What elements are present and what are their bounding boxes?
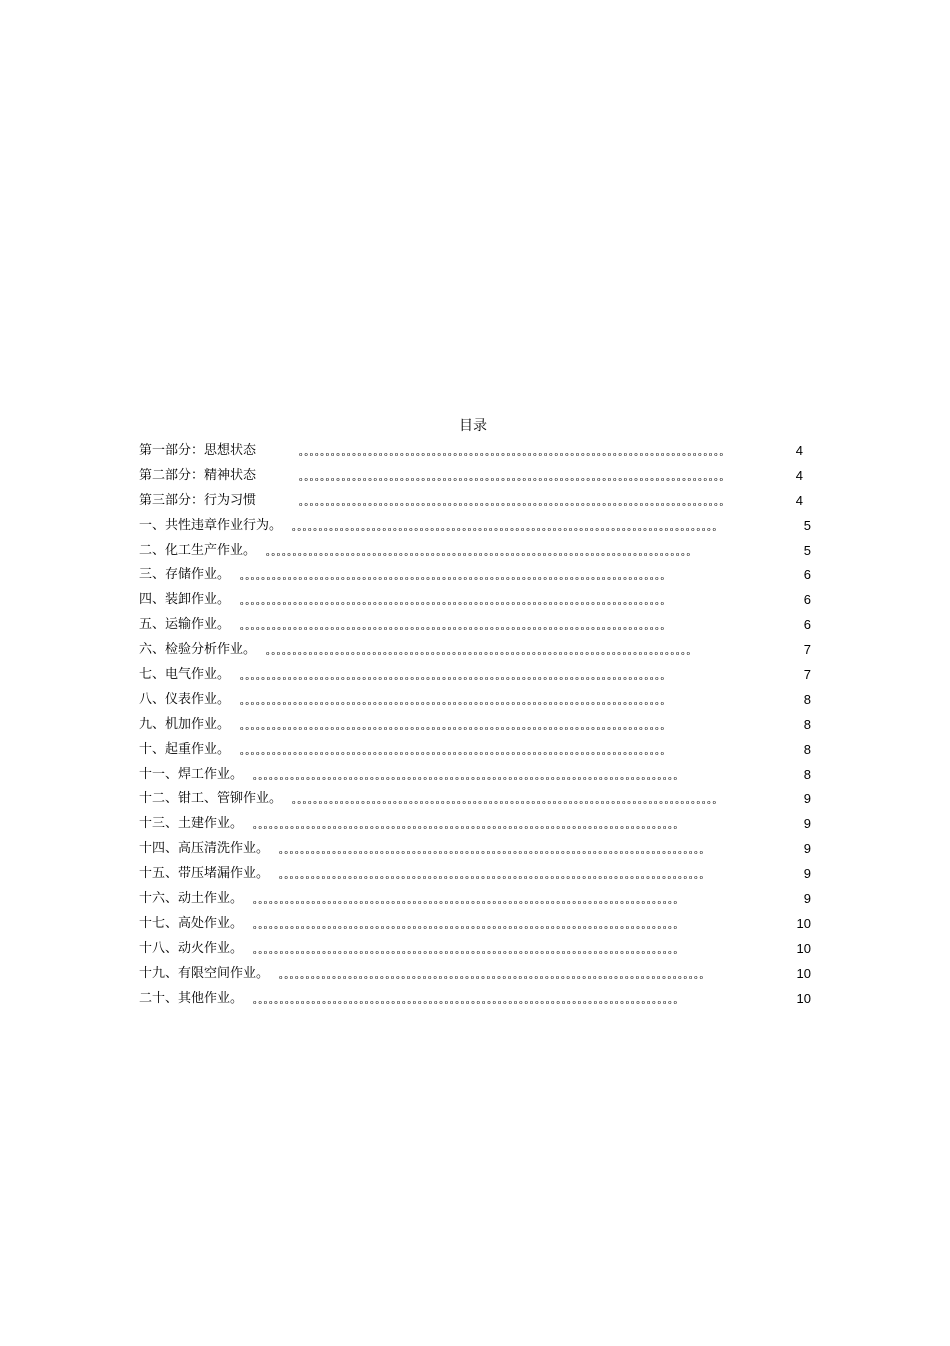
toc-entry-page: 7 <box>803 667 811 683</box>
toc-dot-leader <box>279 839 791 859</box>
toc-entry-label: 第一部分：思想状态 <box>139 443 257 458</box>
toc-entry-page: 8 <box>803 766 811 782</box>
toc-entry[interactable] <box>139 541 811 566</box>
toc-entry-page: 8 <box>803 691 811 707</box>
toc-entry-label: 十七、高处作业。 <box>139 915 244 931</box>
toc-entry[interactable] <box>139 690 811 715</box>
toc-entry-label: 六、检验分析作业。 <box>139 642 257 658</box>
toc-dot-leader <box>299 466 783 486</box>
toc-dot-leader <box>253 989 789 1009</box>
toc-dot-leader <box>299 441 783 461</box>
toc-entry-label: 七、电气作业。 <box>139 667 231 683</box>
toc-dot-leader <box>299 491 783 511</box>
toc-entry-page: 4 <box>795 443 803 458</box>
toc-entry-label: 五、运输作业。 <box>139 617 231 633</box>
toc-entry[interactable] <box>139 789 811 814</box>
toc-entry[interactable] <box>139 466 811 491</box>
toc-entry[interactable] <box>139 615 811 640</box>
toc-dot-leader <box>292 789 791 809</box>
toc-entry-page: 9 <box>803 791 811 807</box>
toc-entry-page: 6 <box>803 567 811 583</box>
toc-entry-label: 二十、其他作业。 <box>139 990 244 1006</box>
toc-dot-leader <box>253 765 791 785</box>
toc-entry-page: 6 <box>803 592 811 608</box>
toc-entry-page: 10 <box>796 990 811 1006</box>
toc-entry-page: 10 <box>796 940 811 956</box>
toc-entry[interactable] <box>139 740 811 765</box>
toc-entry-label: 十一、焊工作业。 <box>139 766 244 782</box>
toc-entry-page: 4 <box>795 492 803 508</box>
toc-entry[interactable] <box>139 939 811 964</box>
toc-entry-label: 八、仪表作业。 <box>139 691 231 707</box>
toc-dot-leader <box>292 516 791 536</box>
toc-entry[interactable] <box>139 914 811 939</box>
toc-entry-page: 10 <box>796 965 811 981</box>
toc-entry[interactable] <box>139 715 811 740</box>
toc-entry[interactable] <box>139 765 811 790</box>
toc-entry-label: 十、起重作业。 <box>139 741 231 757</box>
toc-dot-leader <box>279 864 791 884</box>
toc-title: 目录 <box>459 418 487 434</box>
toc-entry[interactable] <box>139 814 811 839</box>
toc-dot-leader <box>240 615 791 635</box>
toc-entry-label: 九、机加作业。 <box>139 716 231 732</box>
toc-entry[interactable] <box>139 590 811 615</box>
toc-entry-label: 十五、带压堵漏作业。 <box>139 866 270 882</box>
toc-entry-page: 9 <box>803 841 811 857</box>
toc-entry-label: 十九、有限空间作业。 <box>139 965 270 981</box>
toc-dot-leader <box>266 640 791 660</box>
toc-entry-page: 9 <box>803 816 811 832</box>
toc-entry-label: 四、装卸作业。 <box>139 592 231 608</box>
toc-entry[interactable] <box>139 989 811 1014</box>
toc-dot-leader <box>253 939 789 959</box>
toc-entry-label: 十四、高压清洗作业。 <box>139 841 270 857</box>
toc-entry[interactable] <box>139 665 811 690</box>
toc-entry[interactable] <box>139 864 811 889</box>
toc-entry-label: 十六、动土作业。 <box>139 891 244 907</box>
toc-entry-page: 10 <box>796 915 811 931</box>
toc-entry-label: 十二、钳工、管铆作业。 <box>139 791 283 807</box>
toc-entry-page: 7 <box>803 642 811 658</box>
toc-entry-page: 9 <box>803 891 811 907</box>
toc-dot-leader <box>266 541 791 561</box>
toc-entry-label: 十八、动火作业。 <box>139 940 244 956</box>
toc-dot-leader <box>240 740 791 760</box>
toc-entry[interactable] <box>139 491 811 516</box>
toc-entry-page: 9 <box>803 866 811 882</box>
toc-entry[interactable] <box>139 640 811 665</box>
toc-entry[interactable] <box>139 839 811 864</box>
toc-entry-label: 十三、土建作业。 <box>139 816 244 832</box>
toc-entry-label: 一、共性违章作业行为。 <box>139 517 283 533</box>
toc-dot-leader <box>240 690 791 710</box>
toc-entry-label: 二、化工生产作业。 <box>139 542 257 558</box>
toc-dot-leader <box>253 914 789 934</box>
toc-entry[interactable] <box>139 889 811 914</box>
table-of-contents <box>139 441 811 1013</box>
toc-entry[interactable] <box>139 516 811 541</box>
toc-entry[interactable] <box>139 565 811 590</box>
toc-dot-leader <box>253 889 791 909</box>
toc-entry-page: 4 <box>795 467 803 483</box>
toc-entry-label: 第二部分：精神状态 <box>139 467 257 483</box>
toc-dot-leader <box>240 590 791 610</box>
toc-dot-leader <box>240 665 791 685</box>
toc-dot-leader <box>240 715 791 735</box>
toc-entry-label: 第三部分：行为习惯 <box>139 492 257 508</box>
toc-entry-page: 8 <box>803 716 811 732</box>
toc-dot-leader <box>253 814 791 834</box>
toc-entry[interactable] <box>139 441 811 466</box>
toc-entry-page: 8 <box>803 741 811 757</box>
toc-entry-page: 5 <box>803 517 811 533</box>
toc-dot-leader <box>240 565 791 585</box>
toc-entry-page: 5 <box>803 542 811 558</box>
toc-entry-page: 6 <box>803 617 811 633</box>
toc-dot-leader <box>279 964 789 984</box>
toc-entry[interactable] <box>139 964 811 989</box>
toc-entry-label: 三、存储作业。 <box>139 567 231 583</box>
